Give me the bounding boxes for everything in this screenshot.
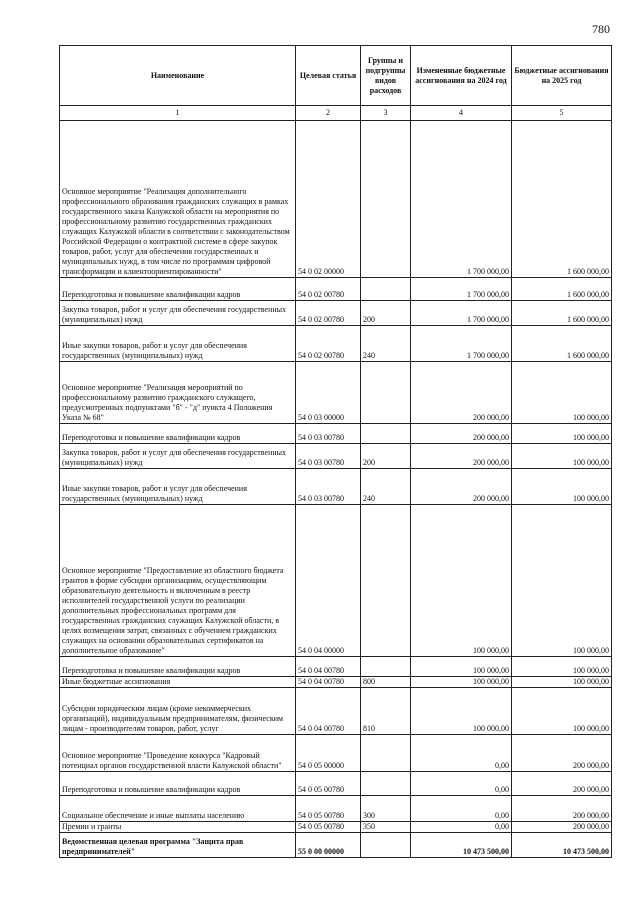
row-amount-2024: 1 700 000,00 bbox=[411, 301, 512, 326]
table-row bbox=[60, 677, 612, 688]
row-name: Основное мероприятие "Проведение конкурса "Кадровый потенциал органов государственной власти Калужской области" bbox=[60, 735, 296, 772]
row-target-article: 54 0 02 00780 bbox=[296, 301, 361, 326]
row-expense-group bbox=[361, 424, 411, 444]
row-expense-group: 240 bbox=[361, 469, 411, 505]
row-expense-group: 200 bbox=[361, 444, 411, 469]
table-row bbox=[60, 833, 612, 858]
row-name: Закупка товаров, работ и услуг для обеспечения государственных (муниципальных) нужд bbox=[60, 301, 296, 326]
table-row bbox=[60, 444, 612, 469]
row-target-article: 54 0 05 00780 bbox=[296, 772, 361, 796]
row-amount-2024: 200 000,00 bbox=[411, 444, 512, 469]
row-amount-2024: 200 000,00 bbox=[411, 469, 512, 505]
row-amount-2025: 200 000,00 bbox=[512, 796, 612, 822]
table-row bbox=[60, 657, 612, 677]
row-name: Основное мероприятие "Реализация дополнительного профессионального образования гражданских служащих в рамках государственного заказа Калужской области на мероприятия по профессиональному развитию государственных гражданских служащих Калужской области в соответствии с законодательством Российской Федерации о контрактной системе в сфере закупок товаров, работ, услуг для обеспечения государственных и муниципальных нужд, в том числе по программам цифровой трансформации и клиентоориентированности" bbox=[60, 121, 296, 278]
row-expense-group bbox=[361, 657, 411, 677]
row-expense-group bbox=[361, 278, 411, 301]
row-amount-2025: 200 000,00 bbox=[512, 735, 612, 772]
row-amount-2024: 200 000,00 bbox=[411, 424, 512, 444]
table-row bbox=[60, 735, 612, 772]
row-amount-2024: 0,00 bbox=[411, 822, 512, 833]
table-row bbox=[60, 688, 612, 735]
row-amount-2025: 200 000,00 bbox=[512, 772, 612, 796]
row-target-article: 54 0 03 00780 bbox=[296, 469, 361, 505]
table-row bbox=[60, 772, 612, 796]
column-number-row bbox=[60, 106, 612, 121]
header-2024: Измененные бюджетные ассигнования на 2024 год bbox=[411, 46, 512, 106]
row-name: Переподготовка и повышение квалификации кадров bbox=[60, 278, 296, 301]
column-number: 3 bbox=[361, 106, 411, 121]
row-target-article: 54 0 04 00780 bbox=[296, 677, 361, 688]
table-row bbox=[60, 278, 612, 301]
row-amount-2024: 100 000,00 bbox=[411, 657, 512, 677]
row-amount-2025: 1 600 000,00 bbox=[512, 278, 612, 301]
row-name: Ведомственная целевая программа "Защита прав предпринимателей" bbox=[60, 833, 296, 858]
header-expense-group: Группы и подгруппы видов расходов bbox=[361, 46, 411, 106]
row-expense-group bbox=[361, 833, 411, 858]
table-row bbox=[60, 326, 612, 362]
table-row bbox=[60, 505, 612, 657]
row-amount-2025: 100 000,00 bbox=[512, 444, 612, 469]
row-amount-2025: 1 600 000,00 bbox=[512, 121, 612, 278]
header-name: Наименование bbox=[60, 46, 296, 106]
row-amount-2025: 100 000,00 bbox=[512, 424, 612, 444]
row-amount-2025: 100 000,00 bbox=[512, 657, 612, 677]
row-amount-2024: 100 000,00 bbox=[411, 677, 512, 688]
row-name: Иные закупки товаров, работ и услуг для обеспечения государственных (муниципальных) нужд bbox=[60, 469, 296, 505]
row-expense-group: 800 bbox=[361, 677, 411, 688]
row-expense-group: 350 bbox=[361, 822, 411, 833]
row-name: Премии и гранты bbox=[60, 822, 296, 833]
row-amount-2025: 100 000,00 bbox=[512, 505, 612, 657]
row-target-article: 54 0 03 00780 bbox=[296, 424, 361, 444]
row-name: Иные бюджетные ассигнования bbox=[60, 677, 296, 688]
row-target-article: 54 0 04 00000 bbox=[296, 505, 361, 657]
table-row bbox=[60, 796, 612, 822]
row-amount-2024: 0,00 bbox=[411, 796, 512, 822]
row-amount-2024: 1 700 000,00 bbox=[411, 278, 512, 301]
row-expense-group: 200 bbox=[361, 301, 411, 326]
row-target-article: 54 0 04 00780 bbox=[296, 688, 361, 735]
row-name: Переподготовка и повышение квалификации кадров bbox=[60, 424, 296, 444]
row-amount-2025: 100 000,00 bbox=[512, 362, 612, 424]
row-amount-2025: 1 600 000,00 bbox=[512, 301, 612, 326]
row-name: Переподготовка и повышение квалификации кадров bbox=[60, 772, 296, 796]
row-name: Социальное обеспечение и иные выплаты населению bbox=[60, 796, 296, 822]
row-target-article: 54 0 03 00780 bbox=[296, 444, 361, 469]
row-amount-2025: 100 000,00 bbox=[512, 469, 612, 505]
row-amount-2024: 1 700 000,00 bbox=[411, 121, 512, 278]
row-expense-group bbox=[361, 735, 411, 772]
row-expense-group: 300 bbox=[361, 796, 411, 822]
row-amount-2024: 200 000,00 bbox=[411, 362, 512, 424]
row-target-article: 54 0 02 00780 bbox=[296, 278, 361, 301]
row-target-article: 54 0 03 00000 bbox=[296, 362, 361, 424]
row-amount-2024: 100 000,00 bbox=[411, 688, 512, 735]
table-row bbox=[60, 301, 612, 326]
row-target-article: 54 0 02 00780 bbox=[296, 326, 361, 362]
row-expense-group bbox=[361, 362, 411, 424]
row-target-article: 54 0 04 00780 bbox=[296, 657, 361, 677]
row-amount-2024: 100 000,00 bbox=[411, 505, 512, 657]
row-name: Переподготовка и повышение квалификации кадров bbox=[60, 657, 296, 677]
row-target-article: 54 0 05 00780 bbox=[296, 822, 361, 833]
row-expense-group: 240 bbox=[361, 326, 411, 362]
row-expense-group bbox=[361, 505, 411, 657]
column-number: 4 bbox=[411, 106, 512, 121]
row-expense-group: 810 bbox=[361, 688, 411, 735]
row-name: Закупка товаров, работ и услуг для обеспечения государственных (муниципальных) нужд bbox=[60, 444, 296, 469]
row-amount-2024: 0,00 bbox=[411, 735, 512, 772]
budget-table bbox=[59, 45, 612, 858]
row-name: Основное мероприятие "Предоставление из областного бюджета грантов в форме субсидии организациям, осуществляющим образовательную деятельность и включенным в реестр исполнителей государственной услуги по реализации дополнительных профессиональных программ для государственных гражданских служащих Калужской области, в целях возмещения затрат, связанных с обучением гражданских служащих на основании образовательных сертификатов на дополнительное образование" bbox=[60, 505, 296, 657]
row-target-article: 55 0 00 00000 bbox=[296, 833, 361, 858]
page-number: 780 bbox=[592, 22, 610, 36]
table-row bbox=[60, 362, 612, 424]
column-number: 5 bbox=[512, 106, 612, 121]
row-amount-2025: 200 000,00 bbox=[512, 822, 612, 833]
row-expense-group bbox=[361, 121, 411, 278]
row-amount-2024: 0,00 bbox=[411, 772, 512, 796]
column-number: 2 bbox=[296, 106, 361, 121]
table-row bbox=[60, 121, 612, 278]
row-amount-2024: 1 700 000,00 bbox=[411, 326, 512, 362]
header-2025: Бюджетные ассигнования на 2025 год bbox=[512, 46, 612, 106]
row-name: Иные закупки товаров, работ и услуг для обеспечения государственных (муниципальных) нужд bbox=[60, 326, 296, 362]
column-number: 1 bbox=[60, 106, 296, 121]
row-expense-group bbox=[361, 772, 411, 796]
header-row bbox=[60, 46, 612, 106]
header-target-article: Целевая статья bbox=[296, 46, 361, 106]
row-amount-2025: 100 000,00 bbox=[512, 677, 612, 688]
table-row bbox=[60, 424, 612, 444]
row-amount-2024: 10 473 500,00 bbox=[411, 833, 512, 858]
row-amount-2025: 100 000,00 bbox=[512, 688, 612, 735]
row-name: Основное мероприятие "Реализация мероприятий по профессиональному развитию гражданского служащего, предусмотренных подпунктами "б" - "д" пункта 4 Положения Указа № 68" bbox=[60, 362, 296, 424]
row-name: Субсидии юридическим лицам (кроме некоммерческих организаций), индивидуальным предпринимателям, физическим лицам - производителям товаров, работ, услуг bbox=[60, 688, 296, 735]
row-target-article: 54 0 02 00000 bbox=[296, 121, 361, 278]
row-target-article: 54 0 05 00000 bbox=[296, 735, 361, 772]
table-row bbox=[60, 469, 612, 505]
table-row bbox=[60, 822, 612, 833]
row-target-article: 54 0 05 00780 bbox=[296, 796, 361, 822]
row-amount-2025: 10 473 500,00 bbox=[512, 833, 612, 858]
row-amount-2025: 1 600 000,00 bbox=[512, 326, 612, 362]
